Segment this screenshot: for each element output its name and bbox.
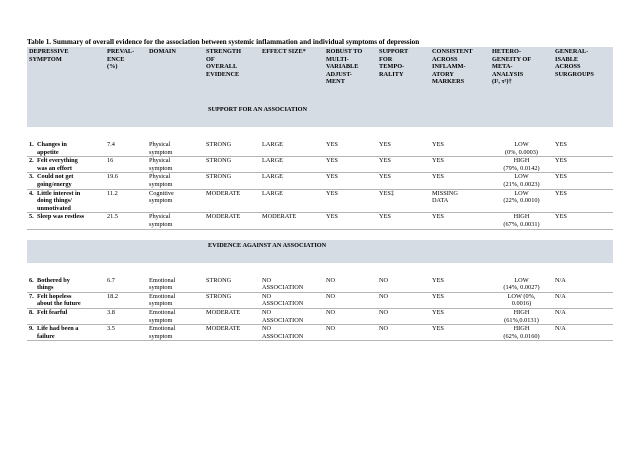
prevalence-cell: 19.6 xyxy=(105,173,147,189)
table-row xyxy=(27,292,613,308)
table-row xyxy=(27,141,613,157)
consistent-cell: YES xyxy=(430,325,490,341)
strength-cell: MODERATE xyxy=(204,189,260,213)
header-robust: ROBUST TO MULTI- VARIABLE ADJUST- MENT xyxy=(326,48,363,86)
prevalence-cell: 21.5 xyxy=(105,213,147,229)
generalisable-cell: N/A xyxy=(553,292,613,308)
consistent-cell: YES xyxy=(430,277,490,293)
generalisable-cell: N/A xyxy=(553,277,613,293)
heterogeneity-cell: LOW (0%, 0.0003) xyxy=(490,141,553,157)
domain-cell: Physical symptom xyxy=(147,157,204,173)
domain-cell: Emotional symptom xyxy=(147,277,204,293)
header-temporality: SUPPORT FOR TEMPO- RALITY xyxy=(379,48,409,78)
document-page xyxy=(27,38,613,341)
heterogeneity-cell: LOW (0%, 0.0016) xyxy=(490,292,553,308)
heterogeneity-cell: LOW (14%, 0.0027) xyxy=(490,277,553,293)
consistent-cell: MISSING DATA xyxy=(430,189,490,213)
header-effect-size: EFFECT SIZE* xyxy=(262,48,306,55)
symptom-cell: 3. Could not get going/energy xyxy=(27,173,105,189)
robust-cell: YES xyxy=(324,173,377,189)
strength-cell: STRONG xyxy=(204,141,260,157)
symptom-cell: 1. Changes in appetite xyxy=(27,141,105,157)
header-strength: STRENGTH OF OVERALL EVIDENCE xyxy=(206,48,241,78)
robust-cell: YES xyxy=(324,213,377,229)
prevalence-cell: 3.8 xyxy=(105,308,147,324)
prevalence-cell: 11.2 xyxy=(105,189,147,213)
effect-size-cell: NO ASSOCIATION xyxy=(260,308,324,324)
table-row xyxy=(27,173,613,189)
strength-cell: STRONG xyxy=(204,277,260,293)
section-against-label: EVIDENCE AGAINST AN ASSOCIATION xyxy=(27,240,613,263)
strength-cell: MODERATE xyxy=(204,308,260,324)
temporality-cell: YES xyxy=(377,141,430,157)
section-support-label: SUPPORT FOR AN ASSOCIATION xyxy=(27,104,613,127)
prevalence-cell: 7.4 xyxy=(105,141,147,157)
symptom-cell: 6. Bothered by things xyxy=(27,277,105,293)
heterogeneity-cell: HIGH (79%, 0.0142) xyxy=(490,157,553,173)
temporality-cell: YES xyxy=(377,173,430,189)
table-row xyxy=(27,325,613,341)
robust-cell: NO xyxy=(324,325,377,341)
robust-cell: NO xyxy=(324,277,377,293)
temporality-cell: NO xyxy=(377,308,430,324)
domain-cell: Physical symptom xyxy=(147,173,204,189)
domain-cell: Physical symptom xyxy=(147,141,204,157)
strength-cell: STRONG xyxy=(204,157,260,173)
table-caption: Table 1. Summary of overall evidence for the association between systemic inflammation and individual symptoms of depression xyxy=(27,38,420,46)
consistent-cell: YES xyxy=(430,157,490,173)
robust-cell: NO xyxy=(324,292,377,308)
robust-cell: YES xyxy=(324,141,377,157)
table-row xyxy=(27,213,613,229)
domain-cell: Emotional symptom xyxy=(147,325,204,341)
prevalence-cell: 18.2 xyxy=(105,292,147,308)
effect-size-cell: NO ASSOCIATION xyxy=(260,292,324,308)
generalisable-cell: YES xyxy=(553,189,613,213)
effect-size-cell: NO ASSOCIATION xyxy=(260,325,324,341)
header-generalisable: GENERAL- ISABLE ACROSS SURGROUPS xyxy=(555,48,594,78)
robust-cell: YES xyxy=(324,157,377,173)
effect-size-cell: LARGE xyxy=(260,141,324,157)
temporality-cell: YES‡ xyxy=(377,189,430,213)
temporality-cell: NO xyxy=(377,325,430,341)
strength-cell: STRONG xyxy=(204,173,260,189)
effect-size-cell: LARGE xyxy=(260,189,324,213)
section-against-row xyxy=(27,240,613,263)
prevalence-cell: 16 xyxy=(105,157,147,173)
against-rows xyxy=(27,277,613,341)
symptom-cell: 5. Sleep was restless xyxy=(27,213,105,229)
evidence-table xyxy=(27,47,613,341)
generalisable-cell: YES xyxy=(553,173,613,189)
table-row xyxy=(27,189,613,213)
generalisable-cell: N/A xyxy=(553,308,613,324)
table-row xyxy=(27,277,613,293)
symptom-cell: 7. Felt hopeless about the future xyxy=(27,292,105,308)
symptom-cell: 4. Little interest in doing things/ unmotivated xyxy=(27,189,105,213)
temporality-cell: NO xyxy=(377,277,430,293)
domain-cell: Emotional symptom xyxy=(147,308,204,324)
heterogeneity-cell: LOW (22%, 0.0010) xyxy=(490,189,553,213)
generalisable-cell: YES xyxy=(553,141,613,157)
temporality-cell: YES xyxy=(377,213,430,229)
robust-cell: YES xyxy=(324,189,377,213)
domain-cell: Physical symptom xyxy=(147,213,204,229)
robust-cell: NO xyxy=(324,308,377,324)
table-row xyxy=(27,157,613,173)
consistent-cell: YES xyxy=(430,292,490,308)
heterogeneity-cell: HIGH (61%,0.0131) xyxy=(490,308,553,324)
effect-size-cell: LARGE xyxy=(260,157,324,173)
prevalence-cell: 3.5 xyxy=(105,325,147,341)
consistent-cell: YES xyxy=(430,308,490,324)
domain-cell: Emotional symptom xyxy=(147,292,204,308)
temporality-cell: NO xyxy=(377,292,430,308)
header-heterogeneity: HETERO- GENEITY OF META- ANALYSIS (I², τ²)† xyxy=(492,48,532,86)
symptom-cell: 2. Felt everything was an effort xyxy=(27,157,105,173)
symptom-cell: 9. Life had been a failure xyxy=(27,325,105,341)
section-support-row xyxy=(27,104,613,127)
strength-cell: STRONG xyxy=(204,292,260,308)
effect-size-cell: NO ASSOCIATION xyxy=(260,277,324,293)
domain-cell: Cognitive symptom xyxy=(147,189,204,213)
heterogeneity-cell: HIGH (62%, 0.0160) xyxy=(490,325,553,341)
strength-cell: MODERATE xyxy=(204,213,260,229)
effect-size-cell: MODERATE xyxy=(260,213,324,229)
effect-size-cell: LARGE xyxy=(260,173,324,189)
prevalence-cell: 6.7 xyxy=(105,277,147,293)
symptom-cell: 8. Felt fearful xyxy=(27,308,105,324)
header-prevalence: PREVAL- ENCE (%) xyxy=(107,48,135,71)
table-row xyxy=(27,308,613,324)
header-row xyxy=(27,47,613,104)
temporality-cell: YES xyxy=(377,157,430,173)
header-domain: DOMAIN xyxy=(149,48,176,55)
consistent-cell: YES xyxy=(430,213,490,229)
generalisable-cell: N/A xyxy=(553,325,613,341)
header-symptom: DEPRESSIVE SYMPTOM xyxy=(29,48,69,63)
strength-cell: MODERATE xyxy=(204,325,260,341)
generalisable-cell: YES xyxy=(553,213,613,229)
support-rows xyxy=(27,141,613,229)
consistent-cell: YES xyxy=(430,141,490,157)
heterogeneity-cell: LOW (21%, 0.0023) xyxy=(490,173,553,189)
consistent-cell: YES xyxy=(430,173,490,189)
generalisable-cell: YES xyxy=(553,157,613,173)
heterogeneity-cell: HIGH (67%, 0.0031) xyxy=(490,213,553,229)
header-consistent: CONSISTENT ACROSS INFLAMM- ATORY MARKERS xyxy=(432,48,473,86)
